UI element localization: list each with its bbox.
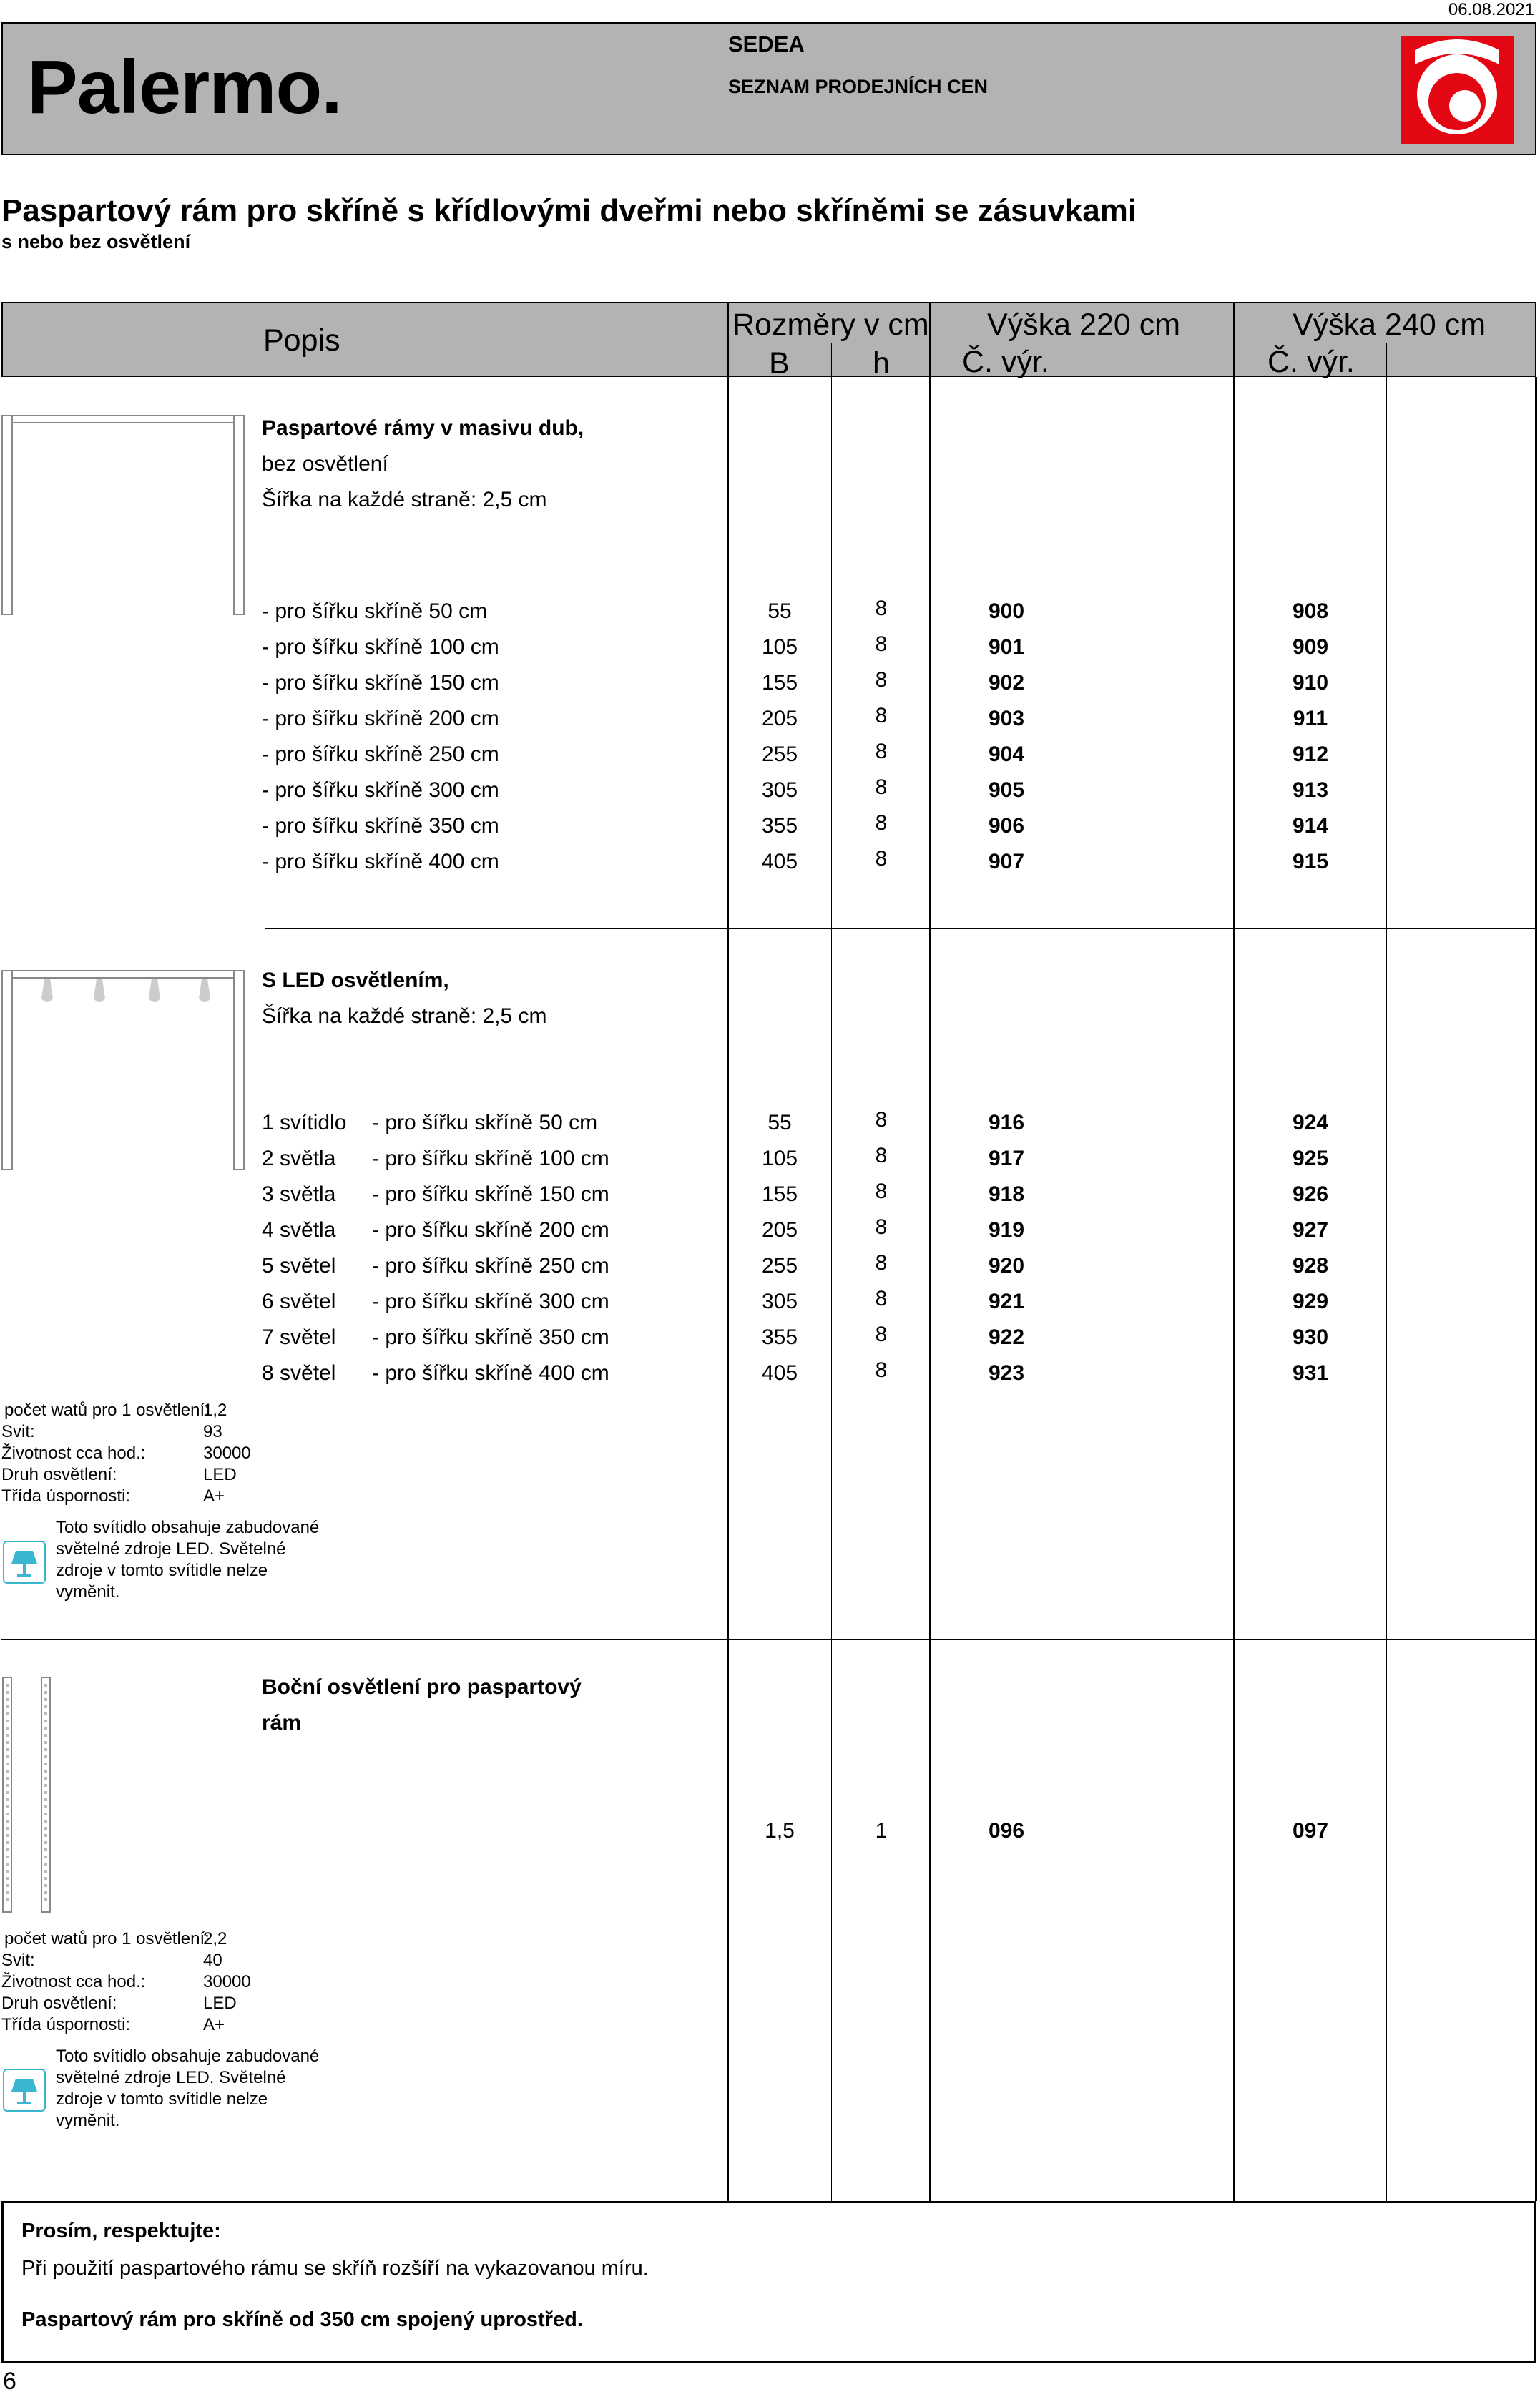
row-article-220: 917 [988,1147,1025,1170]
row-article-240: 910 [1292,671,1329,695]
row-height-h: 8 [875,1215,888,1239]
note-line: zdroje v tomto svítidle nelze [56,1561,268,1580]
row-article-220: 907 [988,850,1025,873]
row-height-h: 8 [875,668,888,692]
row-article-240: 915 [1292,850,1329,873]
spec-label: Třída úspornosti: [1,2015,131,2034]
spec-value: 93 [203,1422,222,1441]
page-number: 6 [3,2368,16,2395]
lamp-icon [3,1541,46,1584]
section1-line2: bez osvětlení [262,452,388,476]
row-width-b: 155 [761,671,798,695]
section3-b: 1,5 [765,1819,795,1843]
row-article-220: 904 [988,742,1025,766]
section3-c240: 097 [1292,1819,1329,1843]
row-height-h: 8 [875,1323,888,1346]
row-article-240: 908 [1292,599,1329,623]
spec-value: 2,2 [203,1929,227,1949]
col-height-240: Výška 240 cm [1293,308,1486,342]
row-width-b: 405 [761,1361,798,1385]
note-line: Toto svítidlo obsahuje zabudované [56,1518,320,1537]
row-article-220: 916 [988,1111,1025,1134]
section3-heading-2: rám [262,1711,302,1735]
row-height-h: 8 [875,597,888,620]
row-width-b: 255 [761,742,798,766]
section2-note [56,1517,319,1603]
row-description: - pro šířku skříně 350 cm [262,814,499,838]
row-article-240: 931 [1292,1361,1329,1385]
note-line: světelné zdroje LED. Světelné [56,2068,286,2087]
row-light-count: 5 světel [262,1254,336,1278]
row-height-h: 8 [875,704,888,727]
row-width-b: 305 [761,778,798,802]
col-cvyr-220: Č. výr. [962,345,1049,379]
row-article-240: 911 [1293,707,1328,730]
section1-line3: Šířka na každé straně: 2,5 cm [262,488,547,511]
lamp-icon [3,2069,46,2112]
row-description: - pro šířku skříně 100 cm [262,635,499,659]
row-height-h: 8 [875,1144,888,1167]
note-line: vyměnit. [56,2111,120,2130]
row-width-b: 205 [761,1218,798,1242]
row-article-220: 922 [988,1325,1025,1349]
section3-note [56,2046,319,2132]
row-height-h: 8 [875,632,888,656]
spec-label: Třída úspornosti: [1,1486,131,1506]
row-height-h: 8 [875,1251,888,1275]
row-height-h: 8 [875,811,888,835]
section2-heading: S LED osvětlením, [262,969,449,992]
row-description: - pro šířku skříně 50 cm [372,1111,598,1134]
footer-heading: Prosím, respektujte: [21,2220,221,2242]
spec-value: LED [203,1994,237,2013]
spec-value: 40 [203,1951,222,1970]
page-title: Paspartový rám pro skříně s křídlovými dveřmi nebo skříněmi se zásuvkami [1,193,1137,228]
spec-label: Druh osvětlení: [1,1994,117,2013]
section3-h: 1 [875,1819,888,1843]
note-line: Toto svítidlo obsahuje zabudované [56,2046,320,2066]
row-height-h: 8 [875,1180,888,1203]
row-light-count: 6 světel [262,1290,336,1313]
row-light-count: 4 světla [262,1218,336,1242]
row-description: - pro šířku skříně 250 cm [262,742,499,766]
row-height-h: 8 [875,1287,888,1310]
row-article-240: 925 [1292,1147,1329,1170]
row-width-b: 355 [761,814,798,838]
footer-notice [1,2201,1536,2363]
row-description: - pro šířku skříně 50 cm [262,599,488,623]
row-article-220: 905 [988,778,1025,802]
row-height-h: 8 [875,1358,888,1382]
row-height-h: 8 [875,740,888,763]
spec-value: A+ [203,2015,225,2034]
row-article-220: 919 [988,1218,1025,1242]
page-subtitle: s nebo bez osvětlení [1,231,191,253]
row-article-220: 903 [988,707,1025,730]
row-height-h: 8 [875,1108,888,1132]
row-height-h: 8 [875,847,888,871]
note-line: zdroje v tomto svítidle nelze [56,2089,268,2109]
spec-value: A+ [203,1486,225,1506]
section3-heading-1: Boční osvětlení pro paspartový [262,1675,582,1699]
row-article-220: 900 [988,599,1025,623]
spec-value: LED [203,1465,237,1484]
row-article-220: 918 [988,1182,1025,1206]
spec-label: počet watů pro 1 osvětlení: [4,1929,210,1949]
section3-c220: 096 [988,1819,1025,1843]
section2-line2: Šířka na každé straně: 2,5 cm [262,1004,547,1028]
row-description: - pro šířku skříně 100 cm [372,1147,609,1170]
col-h: h [873,346,890,381]
row-description: - pro šířku skříně 350 cm [372,1325,609,1349]
row-article-240: 929 [1292,1290,1329,1313]
spec-label: Druh osvětlení: [1,1465,117,1484]
spec-label: Životnost cca hod.: [1,1972,146,1991]
brand-title: Palermo. [27,45,342,129]
footer-line1: Při použití paspartového rámu se skříň rozšíří na vykazovanou míru. [21,2257,649,2280]
row-width-b: 55 [767,599,792,623]
spec-label: počet watů pro 1 osvětlení: [4,1401,210,1420]
row-article-220: 906 [988,814,1025,838]
company-name: SEDEA [728,31,805,57]
row-article-220: 923 [988,1361,1025,1385]
row-description: - pro šířku skříně 400 cm [262,850,499,873]
document-date: 06.08.2021 [1448,0,1534,19]
price-list-label: SEZNAM PRODEJNÍCH CEN [728,76,989,97]
row-article-240: 927 [1292,1218,1329,1242]
row-light-count: 7 světel [262,1325,336,1349]
brand-logo-icon [1401,36,1514,144]
spec-value: 1,2 [203,1401,227,1420]
row-article-240: 913 [1292,778,1329,802]
row-article-240: 914 [1292,814,1329,838]
frame-led-illustration [1,970,245,1174]
row-article-240: 926 [1292,1182,1329,1206]
note-line: vyměnit. [56,1582,120,1602]
row-article-220: 921 [988,1290,1025,1313]
row-article-240: 909 [1292,635,1329,659]
spec-value: 30000 [203,1443,251,1463]
row-width-b: 105 [761,1147,798,1170]
row-description: - pro šířku skříně 300 cm [372,1290,609,1313]
row-width-b: 105 [761,635,798,659]
row-width-b: 355 [761,1325,798,1349]
note-line: světelné zdroje LED. Světelné [56,1539,286,1559]
row-description: - pro šířku skříně 300 cm [262,778,499,802]
spec-label: Svit: [1,1422,35,1441]
row-light-count: 8 světel [262,1361,336,1385]
spec-label: Svit: [1,1951,35,1970]
col-height-220: Výška 220 cm [987,308,1181,342]
row-article-220: 901 [988,635,1025,659]
row-width-b: 305 [761,1290,798,1313]
footer-line2: Paspartový rám pro skříně od 350 cm spojený uprostřed. [21,2308,583,2331]
row-light-count: 3 světla [262,1182,336,1206]
row-light-count: 1 svítidlo [262,1111,347,1134]
row-description: - pro šířku skříně 150 cm [262,671,499,695]
col-cvyr-240: Č. výr. [1267,345,1355,379]
row-article-240: 924 [1292,1111,1329,1134]
row-description: - pro šířku skříně 200 cm [372,1218,609,1242]
row-height-h: 8 [875,775,888,799]
row-width-b: 155 [761,1182,798,1206]
col-b: B [769,346,790,381]
row-width-b: 405 [761,850,798,873]
section1-heading: Paspartové rámy v masivu dub, [262,416,584,440]
row-light-count: 2 světla [262,1147,336,1170]
spec-label: Životnost cca hod.: [1,1443,146,1463]
row-description: - pro šířku skříně 400 cm [372,1361,609,1385]
row-description: - pro šířku skříně 150 cm [372,1182,609,1206]
frame-plain-illustration [1,415,245,619]
col-dimensions: Rozměry v cm [732,308,929,342]
row-article-220: 902 [988,671,1025,695]
spec-value: 30000 [203,1972,251,1991]
row-article-240: 930 [1292,1325,1329,1349]
side-lighting-illustration [1,1677,54,1916]
row-width-b: 205 [761,707,798,730]
row-article-240: 928 [1292,1254,1329,1278]
row-width-b: 255 [761,1254,798,1278]
row-width-b: 55 [767,1111,792,1134]
row-article-220: 920 [988,1254,1025,1278]
row-description: - pro šířku skříně 200 cm [262,707,499,730]
col-popis: Popis [263,323,340,358]
row-description: - pro šířku skříně 250 cm [372,1254,609,1278]
row-article-240: 912 [1292,742,1329,766]
